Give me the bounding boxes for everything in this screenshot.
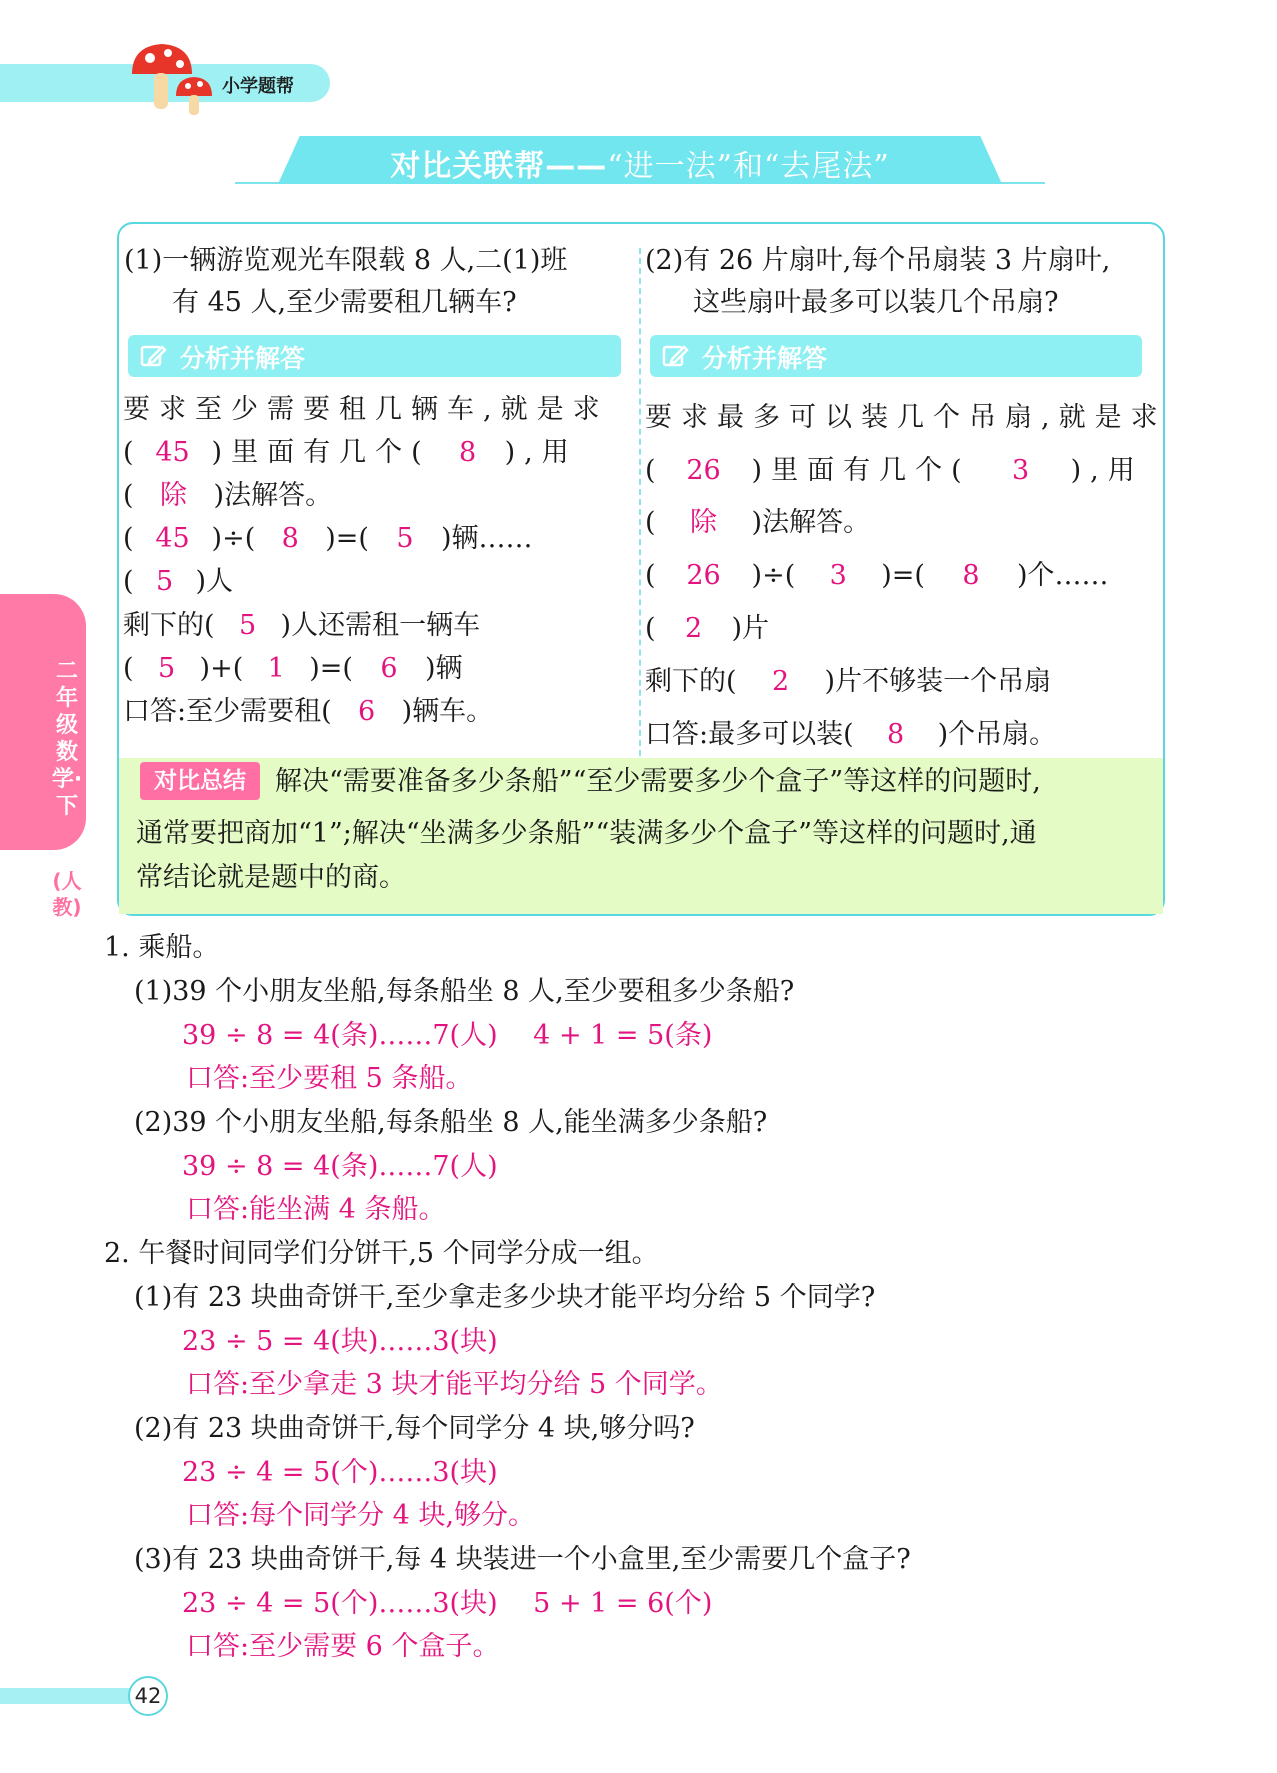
exercise-2-q3: (3)有 23 块曲奇饼干,每 4 块装进一个小盒里,至少需要几个盒子?: [134, 1544, 911, 1575]
exercise-2-q1-calc: 23 ÷ 5 = 4(块)……3(块): [182, 1326, 498, 1357]
mushroom-logo-icon: [128, 40, 228, 118]
exercise-1-q1-calc: 39 ÷ 8 = 4(条)……7(人) 4 + 1 = 5(条): [182, 1020, 713, 1051]
right-line1: 要求最多可以装几个吊扇,就是求: [645, 402, 1167, 433]
right-answer-line: 口答:最多可以装( 8 )个吊扇。: [645, 719, 1057, 750]
left-line6: 剩下的( 5 )人还需租一辆车: [123, 610, 481, 641]
exercise-2-q1-answer: 口答:至少拿走 3 块才能平均分给 5 个同学。: [186, 1369, 723, 1400]
summary-tag: 对比总结: [140, 762, 260, 800]
exercise-2-q2: (2)有 23 块曲奇饼干,每个同学分 4 块,够分吗?: [134, 1413, 695, 1444]
exercise-1-q1-answer: 口答:至少要租 5 条船。: [186, 1063, 473, 1094]
left-blank-divisor: 8: [459, 437, 477, 468]
left-blank-method: 除: [160, 480, 188, 511]
left-line4: ( 45 )÷( 8 )=( 5 )辆……: [123, 523, 533, 554]
exercise-2-q1: (1)有 23 块曲奇饼干,至少拿走多少块才能平均分给 5 个同学?: [134, 1282, 876, 1313]
left-line2: ( 45 )里面有几个( 8 ),用: [123, 433, 578, 473]
summary-line3: 常结论就是题中的商。: [136, 862, 406, 893]
right-question-line2: 这些扇叶最多可以装几个吊扇?: [693, 287, 1059, 318]
brand-name: 小学题帮: [222, 76, 294, 97]
left-analysis-banner: [128, 335, 621, 377]
pencil-icon: [662, 343, 690, 369]
exercise-2-title: 2. 午餐时间同学们分饼干,5 个同学分成一组。: [104, 1238, 659, 1269]
side-grade-label: 二年级数学·下: [51, 659, 83, 819]
exercise-1-q2-answer: 口答:能坐满 4 条船。: [186, 1194, 446, 1225]
side-edition-label: (人教): [52, 869, 82, 919]
exercise-1-q1: (1)39 个小朋友坐船,每条船坐 8 人,至少要租多少条船?: [134, 976, 795, 1007]
summary-line1: 解决“需要准备多少条船”“至少需要多少个盒子”等这样的问题时,: [275, 766, 1041, 797]
left-line3: ( 除 )法解答。: [123, 476, 332, 516]
exercise-2-q3-calc: 23 ÷ 4 = 5(个)……3(块) 5 + 1 = 6(个): [182, 1588, 713, 1619]
pencil-icon: [140, 343, 168, 369]
right-banner-label: 分析并解答: [702, 344, 828, 373]
exercise-1-q2-calc: 39 ÷ 8 = 4(条)……7(人): [182, 1151, 498, 1182]
right-line3: ( 除 )法解答。: [645, 507, 871, 538]
right-line5: ( 2 )片: [645, 613, 770, 644]
left-line5: ( 5 )人: [123, 566, 234, 597]
left-question-line2: 有 45 人,至少需要租几辆车?: [172, 287, 517, 318]
right-analysis-banner: [650, 335, 1142, 377]
left-blank-dividend: 45: [155, 437, 190, 468]
exercise-2-q2-answer: 口答:每个同学分 4 块,够分。: [186, 1500, 536, 1531]
summary-line2: 通常要把商加“1”;解决“坐满多少条船”“装满多少个盒子”等这样的问题时,通: [136, 818, 1037, 849]
footer-band: [0, 1688, 140, 1704]
exercise-2-q2-calc: 23 ÷ 4 = 5(个)……3(块): [182, 1457, 498, 1488]
exercise-1-title: 1. 乘船。: [104, 932, 220, 963]
left-line1: 要求至少需要租几辆车,就是求: [123, 394, 609, 425]
page-number: 42: [128, 1676, 168, 1716]
title-main: 对比关联帮——: [390, 149, 608, 184]
column-divider: [639, 248, 641, 756]
right-line6: 剩下的( 2 )片不够装一个吊扇: [645, 666, 1052, 697]
exercise-1-q2: (2)39 个小朋友坐船,每条船坐 8 人,能坐满多少条船?: [134, 1107, 768, 1138]
exercise-2-q3-answer: 口答:至少需要 6 个盒子。: [186, 1631, 500, 1662]
right-line2: ( 26 )里面有几个( 3 ),用: [645, 455, 1144, 486]
right-question-line1: (2)有 26 片扇叶,每个吊扇装 3 片扇叶,: [645, 245, 1111, 276]
section-title: [278, 141, 1002, 185]
left-banner-label: 分析并解答: [180, 344, 306, 373]
title-sub: “进一法”和“去尾法”: [607, 149, 890, 184]
left-question-line1: (1)一辆游览观光车限载 8 人,二(1)班: [124, 245, 568, 276]
left-line7: ( 5 )+( 1 )=( 6 )辆: [123, 653, 463, 684]
left-answer-line: 口答:至少需要租( 6 )辆车。: [123, 696, 494, 727]
right-line4: ( 26 )÷( 3 )=( 8 )个……: [645, 560, 1109, 591]
